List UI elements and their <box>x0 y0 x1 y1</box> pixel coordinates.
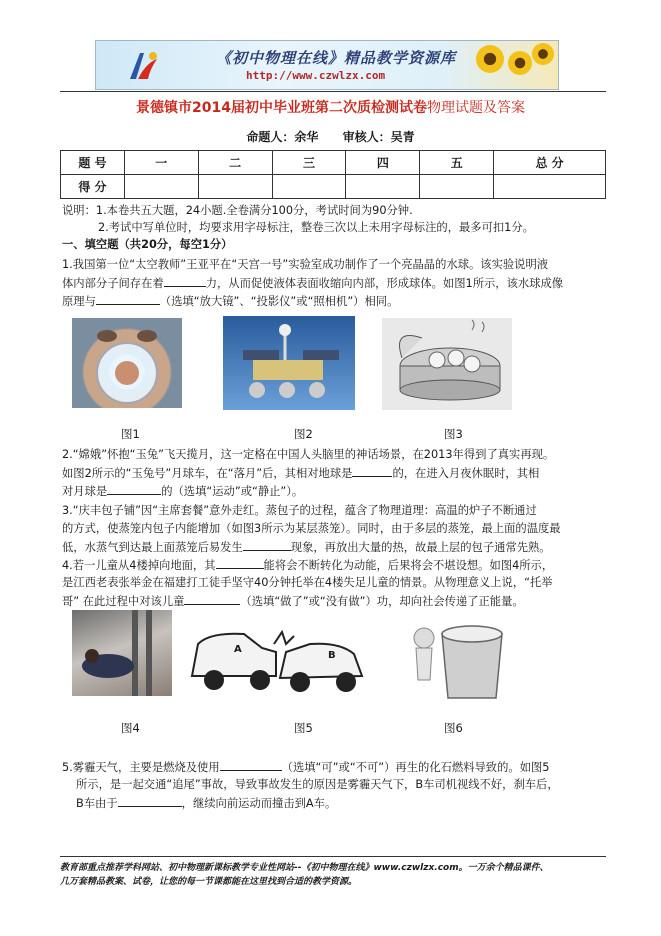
question-line: 原理与 （选填“放大镜”、“投影仪”或“照相机”）相同。 <box>62 292 398 311</box>
table-cell: 总 分 <box>494 151 606 175</box>
figure-2-lunar-rover <box>223 316 355 410</box>
question-line: B车由于 ，继续向前运动而撞击到A车。 <box>76 794 336 813</box>
author-line <box>0 128 661 145</box>
question-line: 体内部分子间存在着 力，从而促使液体表面收缩向内部，形成球体。如图1所示，该水球成像 <box>62 274 563 293</box>
answer-blank[interactable] <box>107 482 161 495</box>
question-line: 3.“庆丰包子铺”因“主席套餐”意外走红。蒸包子的过程，蕴含了物理道理：高温的炉子不断通过 <box>62 504 537 517</box>
table-cell: 五 <box>420 151 494 175</box>
page-footer <box>60 861 606 889</box>
sunflower-icon <box>508 51 532 75</box>
question-line: 4.若一儿童从4楼掉向地面，其 能将会不断转化为动能，后果将会不堪设想。如图4所示， <box>62 556 553 575</box>
score-cell[interactable] <box>272 175 346 199</box>
section-heading: 一、填空题（共20分，每空1分） <box>62 238 233 251</box>
note-line: 2.考试中写单位时，均要求用字母标注，整卷三次以上未用字母标注的，最多可扣1分。 <box>98 221 534 234</box>
table-cell: 四 <box>346 151 420 175</box>
answer-blank[interactable] <box>352 464 392 477</box>
answer-blank[interactable] <box>220 758 282 771</box>
site-logo-icon <box>126 49 160 83</box>
banner-url: http://www.czwlzx.com <box>246 69 386 82</box>
reviewer-label: 审核人：吴青 <box>342 130 415 144</box>
question-line: 2.“嫦娥”怀抱“玉兔”飞天揽月，这一定格在中国人头脑里的神话场景，在2013年得到了真实再现。 <box>62 448 555 461</box>
figure-caption: 图2 <box>294 427 313 441</box>
score-cell[interactable] <box>494 175 606 199</box>
question-line: 5.雾霾天气，主要是燃烧及使用 （选填“可”或“不可”）再生的化石燃料导致的。如图5 <box>62 758 549 777</box>
figure-caption: 图3 <box>444 427 463 441</box>
footer-rule <box>60 856 606 857</box>
sunflower-icon <box>532 43 554 65</box>
table-row <box>61 151 606 175</box>
sunflower-icon <box>476 45 504 73</box>
question-line: 如图2所示的“玉兔号”月球车，在“落月”后，其相对地球是 的，在进入月夜休眠时，其相 <box>62 464 539 483</box>
figure-5-rear-end-collision <box>190 614 366 698</box>
table-cell: 二 <box>198 151 272 175</box>
question-line: 1.我国第一位“太空教师”王亚平在“天宫一号”实验室成功制作了一个亮晶晶的水球。该实验说明液 <box>62 258 549 271</box>
question-line: 是江西老表张举金在福建打工徒手坚守40分钟托举在4楼失足儿童的情景。从物理意义上说，“托举 <box>62 576 553 589</box>
answer-blank[interactable] <box>243 538 291 551</box>
answer-blank[interactable] <box>118 794 182 807</box>
figure-caption: 图5 <box>294 721 313 735</box>
table-cell: 得 分 <box>61 175 125 199</box>
question-line: 的方式，使蒸笼内包子内能增加（如图3所示为某层蒸笼）。同时，由于多层的蒸笼，最上面的温度最 <box>62 522 561 535</box>
answer-blank[interactable] <box>184 592 240 605</box>
question-line: 所示，是一起交通“追尾”事故，导致事故发生的原因是雾霾天气下，B车司机视线不好，刹车后， <box>76 778 559 791</box>
banner-title: 《初中物理在线》精品教学资源库 <box>216 49 457 67</box>
site-banner <box>95 40 559 90</box>
table-cell: 题 号 <box>61 151 125 175</box>
answer-blank[interactable] <box>216 556 264 569</box>
header-rule <box>60 91 606 92</box>
footer-line: 几万套精品教案、试卷，让您的每一节课都能在这里找到合适的教学资源。 <box>60 877 358 887</box>
table-row <box>61 175 606 199</box>
question-line: 哥” 在此过程中对该儿童 （选填“做了”或“没有做”）功，却向社会传递了正能量。 <box>62 592 524 611</box>
figure-3-steamer-basket <box>382 318 512 410</box>
score-cell[interactable] <box>420 175 494 199</box>
table-cell: 三 <box>272 151 346 175</box>
footer-line: 教育部重点推荐学科网站、初中物理新课标教学专业性网站--《初中物理在线》www.czwlzx.com。一万余个精品课件、 <box>60 863 549 873</box>
answer-blank[interactable] <box>96 292 160 305</box>
score-cell[interactable] <box>124 175 198 199</box>
setter-label: 命题人：余华 <box>246 130 319 144</box>
figure-caption: 图1 <box>121 427 140 441</box>
note-line: 说明：1.本卷共五大题，24小题.全卷满分100分，考试时间为90分钟. <box>62 204 413 217</box>
table-cell: 一 <box>124 151 198 175</box>
question-line: 低，水蒸气到达最上面蒸笼后易发生 现象，再放出大量的热，故最上层的包子通常先熟。 <box>62 538 551 557</box>
score-table <box>60 150 606 199</box>
figure-caption: 图4 <box>121 721 140 735</box>
figure-4-rescue-photo <box>72 610 172 696</box>
car-label: A <box>234 644 242 655</box>
car-label: B <box>328 650 336 661</box>
figure-caption: 图6 <box>444 721 463 735</box>
score-cell[interactable] <box>346 175 420 199</box>
exam-title: 景德镇市2014届初中毕业班第二次质检测试卷物理试题及答案 <box>136 100 525 116</box>
score-cell[interactable] <box>198 175 272 199</box>
figure-6-figure-with-cup <box>406 616 518 704</box>
answer-blank[interactable] <box>164 274 206 287</box>
question-line: 对月球是 的（选填“运动”或“静止”）。 <box>62 482 303 501</box>
figure-1-water-ball <box>72 318 182 408</box>
